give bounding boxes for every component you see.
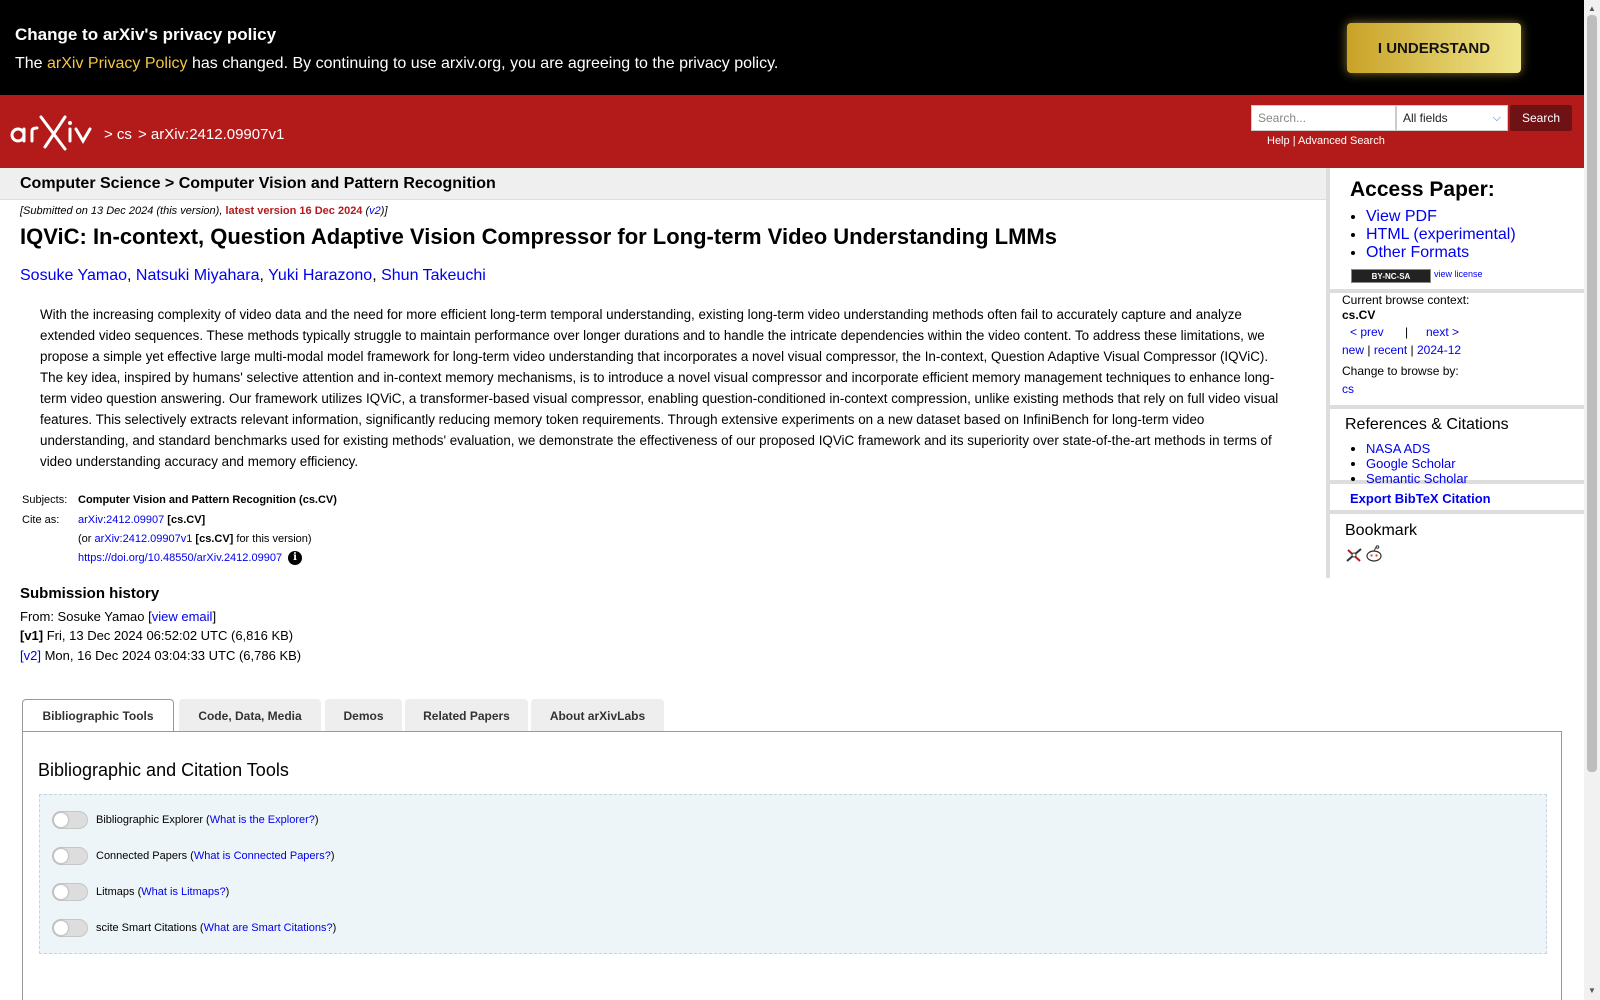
submission-history-title: Submission history bbox=[20, 585, 160, 602]
v2-history-link[interactable]: [v2] bbox=[20, 648, 41, 663]
subjects-value: Computer Vision and Pattern Recognition (cs.CV) bbox=[78, 494, 337, 506]
cite-version bbox=[78, 533, 312, 545]
from-prefix: From: Sosuke Yamao [ bbox=[20, 609, 152, 624]
cite-tag: [cs.CV] bbox=[167, 514, 206, 526]
browse-context-box bbox=[1330, 293, 1584, 409]
doi-value bbox=[78, 551, 302, 565]
scite-toggle[interactable] bbox=[52, 919, 88, 937]
cc-license-badge[interactable] bbox=[1351, 269, 1431, 283]
scroll-thumb[interactable] bbox=[1587, 15, 1597, 772]
submitted-close: )] bbox=[380, 205, 388, 217]
google-scholar-link[interactable]: Google Scholar bbox=[1366, 456, 1456, 471]
v1-label: [v1] bbox=[20, 628, 44, 643]
tool-name: scite Smart Citations bbox=[96, 922, 197, 934]
version-1 bbox=[20, 628, 293, 643]
tab-demos[interactable]: Demos bbox=[325, 699, 402, 732]
site-header bbox=[0, 95, 1584, 168]
tool-name: Litmaps bbox=[96, 886, 135, 898]
banner-text-after: has changed. By continuing to use arxiv.org, you are agreeing to the privacy policy. bbox=[187, 55, 779, 72]
prev-next-separator: | bbox=[1405, 325, 1409, 339]
tool-name: Bibliographic Explorer bbox=[96, 814, 203, 826]
tool-info-link[interactable]: What are Smart Citations? bbox=[203, 922, 333, 934]
bibliographic-tools-panel bbox=[22, 731, 1562, 1000]
month-link[interactable]: 2024-12 bbox=[1417, 343, 1462, 357]
vertical-scrollbar[interactable] bbox=[1584, 0, 1600, 1000]
search-input[interactable]: Search... bbox=[1251, 105, 1396, 131]
tool-info-link[interactable]: What is Litmaps? bbox=[141, 886, 226, 898]
submitted-open: ( bbox=[362, 205, 370, 217]
html-link[interactable]: HTML (experimental) bbox=[1366, 226, 1516, 243]
list-item bbox=[1366, 208, 1516, 226]
view-email-link[interactable]: view email bbox=[151, 609, 213, 624]
author-list: Sosuke Yamao, Natsuki Miyahara, Yuki Harazono, Shun Takeuchi bbox=[20, 267, 486, 284]
change-browse-label: Change to browse by: bbox=[1342, 364, 1459, 378]
search-links-separator: | bbox=[1292, 135, 1296, 147]
bookmark-box bbox=[1330, 514, 1584, 574]
scroll-up-arrow-icon[interactable]: ▲ bbox=[1588, 4, 1596, 13]
semantic-scholar-link[interactable]: Semantic Scholar bbox=[1366, 471, 1468, 486]
tool-row-connected-papers: Connected Papers ( What is Connected Papers? ) bbox=[52, 847, 335, 865]
version-2 bbox=[20, 648, 301, 663]
bookmark-title: Bookmark bbox=[1345, 522, 1418, 539]
explorer-toggle[interactable] bbox=[52, 811, 88, 829]
tools-box bbox=[39, 794, 1547, 954]
tab-bibliographic-tools[interactable]: Bibliographic Tools bbox=[22, 699, 174, 733]
cc-badge-text: BY-NC-SA bbox=[1371, 271, 1411, 281]
access-links bbox=[1366, 208, 1516, 262]
panel-title: Bibliographic and Citation Tools bbox=[38, 760, 289, 780]
paper-title: IQViC: In-context, Question Adaptive Vision Compressor for Long-term Video Understanding LMMs bbox=[20, 224, 1057, 249]
bibsonomy-icon[interactable] bbox=[1345, 547, 1363, 563]
version-tag: [cs.CV] bbox=[195, 533, 234, 545]
banner-text-before: The bbox=[15, 55, 48, 72]
list-item bbox=[1366, 441, 1468, 456]
author-link[interactable]: Sosuke Yamao bbox=[20, 267, 128, 284]
browse-context-value: cs.CV bbox=[1342, 308, 1376, 322]
or-suffix: for this version) bbox=[233, 533, 312, 545]
scroll-down-arrow-icon[interactable]: ▼ bbox=[1588, 986, 1596, 995]
submission-from bbox=[20, 609, 216, 624]
new-link[interactable]: new bbox=[1342, 343, 1365, 357]
advanced-search-link[interactable]: Advanced Search bbox=[1298, 135, 1385, 147]
version-link[interactable]: arXiv:2412.09907v1 bbox=[94, 533, 193, 545]
tab-about-arxivlabs[interactable]: About arXivLabs bbox=[531, 699, 664, 732]
info-icon[interactable]: i bbox=[288, 551, 302, 565]
sidebar bbox=[1326, 168, 1584, 578]
browse-separator: | bbox=[1367, 343, 1371, 357]
connected-papers-toggle[interactable] bbox=[52, 847, 88, 865]
recent-link[interactable]: recent bbox=[1373, 343, 1408, 357]
tab-code-data-media[interactable]: Code, Data, Media bbox=[179, 699, 321, 732]
browse-context-label: Current browse context: bbox=[1342, 293, 1470, 307]
tool-row-explorer: Bibliographic Explorer ( What is the Explorer? ) bbox=[52, 811, 319, 829]
access-paper-title: Access Paper: bbox=[1350, 178, 1495, 201]
arxiv-logo[interactable] bbox=[9, 113, 101, 151]
view-license-link[interactable]: view license bbox=[1434, 269, 1483, 279]
cite-label: Cite as: bbox=[22, 514, 60, 526]
from-suffix: ] bbox=[212, 609, 217, 624]
nasa-ads-link[interactable]: NASA ADS bbox=[1366, 441, 1431, 456]
tab-related-papers[interactable]: Related Papers bbox=[405, 699, 528, 732]
other-formats-link[interactable]: Other Formats bbox=[1366, 244, 1470, 261]
breadcrumb bbox=[104, 126, 290, 143]
chevron-down-icon: ⌵ bbox=[1492, 111, 1501, 124]
abstract: With the increasing complexity of video data and the need for more efficient long-term temporal understanding, existing long-term video understanding methods often fail to accurately capture and analyze extended video sequences. These methods typically struggle to maintain performance over longer durations and to handle the intricate dependencies within the video content. To address these limitations, we propose a simple yet effective large multi-modal model framework for long-term video understanding that incorporates a novel visual compressor, the In-context, Question Adaptive Visual Compressor (IQViC). The key idea, inspired by humans' selective attention and in-context memory mechanisms, is to introduce a novel visual compressor and incorporate efficient memory management techniques to enhance long-term video question answering. Our framework utilizes IQViC, a transformer-based visual compressor, enabling question-conditioned in-context compression, unlike existing methods that rely on full video visual features. This selectively extracts relevant information, significantly reducing memory token requirements. Through extensive experiments on a new dataset based on InfiniBench for long-term video understanding, and standard benchmarks used for existing methods' evaluation, we demonstrate the effectiveness of our proposed IQViC framework and its superiority over state-of-the-art methods in terms of video understanding accuracy and memory efficiency. bbox=[40, 307, 1279, 469]
reddit-icon[interactable] bbox=[1365, 545, 1383, 563]
next-link[interactable]: next > bbox=[1426, 325, 1460, 339]
prev-link[interactable]: < prev bbox=[1350, 325, 1384, 339]
cite-link[interactable]: arXiv:2412.09907 bbox=[78, 514, 165, 526]
list-item bbox=[1366, 244, 1516, 262]
help-link[interactable]: Help bbox=[1267, 135, 1290, 147]
submission-date bbox=[20, 205, 388, 217]
or-prefix: (or bbox=[78, 533, 95, 545]
cite-value bbox=[78, 514, 205, 526]
breadcrumb-cs[interactable]: > cs bbox=[104, 126, 132, 143]
search-help-links bbox=[1267, 135, 1385, 147]
search-button[interactable]: Search bbox=[1510, 105, 1572, 131]
access-paper-box bbox=[1330, 168, 1584, 293]
references-box bbox=[1330, 409, 1584, 484]
search-field-select[interactable] bbox=[1396, 105, 1508, 131]
browse-links bbox=[1342, 343, 1461, 357]
subjects-label: Subjects: bbox=[22, 494, 68, 506]
author-link[interactable]: Natsuki Miyahara bbox=[135, 267, 260, 284]
view-pdf-link[interactable]: View PDF bbox=[1366, 208, 1437, 225]
export-bibtex-link[interactable]: Export BibTeX Citation bbox=[1350, 491, 1491, 506]
tool-info-link[interactable]: What is the Explorer? bbox=[209, 814, 315, 826]
author-link[interactable]: Yuki Harazono bbox=[268, 267, 373, 284]
v1-text: Fri, 13 Dec 2024 06:52:02 UTC (6,816 KB) bbox=[43, 628, 294, 643]
browse-cs-link[interactable]: cs bbox=[1342, 382, 1354, 396]
v2-text: Mon, 16 Dec 2024 03:04:33 UTC (6,786 KB) bbox=[40, 648, 302, 663]
search-field-value: All fields bbox=[1403, 111, 1448, 125]
browse-separator: | bbox=[1410, 343, 1414, 357]
list-item bbox=[1366, 456, 1468, 471]
doi-link[interactable]: https://doi.org/10.48550/arXiv.2412.09907 bbox=[78, 551, 283, 564]
v2-link[interactable]: v2 bbox=[369, 205, 381, 217]
i-understand-button[interactable]: I UNDERSTAND bbox=[1347, 23, 1521, 73]
tool-row-litmaps: Litmaps ( What is Litmaps? ) bbox=[52, 883, 229, 901]
subject-heading: Computer Science > Computer Vision and Pattern Recognition bbox=[20, 175, 496, 192]
banner-title: Change to arXiv's privacy policy bbox=[15, 25, 277, 44]
tool-info-link[interactable]: What is Connected Papers? bbox=[193, 850, 331, 862]
tool-row-scite: scite Smart Citations ( What are Smart Citations? ) bbox=[52, 919, 336, 937]
submitted-prefix: [Submitted on 13 Dec 2024 (this version), bbox=[20, 205, 226, 217]
privacy-policy-link[interactable]: arXiv Privacy Policy bbox=[47, 55, 188, 72]
litmaps-toggle[interactable] bbox=[52, 883, 88, 901]
author-link[interactable]: Shun Takeuchi bbox=[381, 267, 486, 284]
tool-name: Connected Papers bbox=[96, 850, 188, 862]
privacy-banner bbox=[0, 0, 1584, 95]
subject-bar bbox=[0, 168, 1326, 200]
references-title: References & Citations bbox=[1345, 416, 1509, 433]
list-item bbox=[1366, 226, 1516, 244]
references-list bbox=[1366, 441, 1468, 486]
breadcrumb-paper-id: > arXiv:2412.09907v1 bbox=[137, 126, 285, 143]
bibtex-box bbox=[1330, 484, 1584, 514]
banner-text bbox=[15, 55, 778, 73]
latest-version: latest version 16 Dec 2024 bbox=[225, 205, 363, 217]
